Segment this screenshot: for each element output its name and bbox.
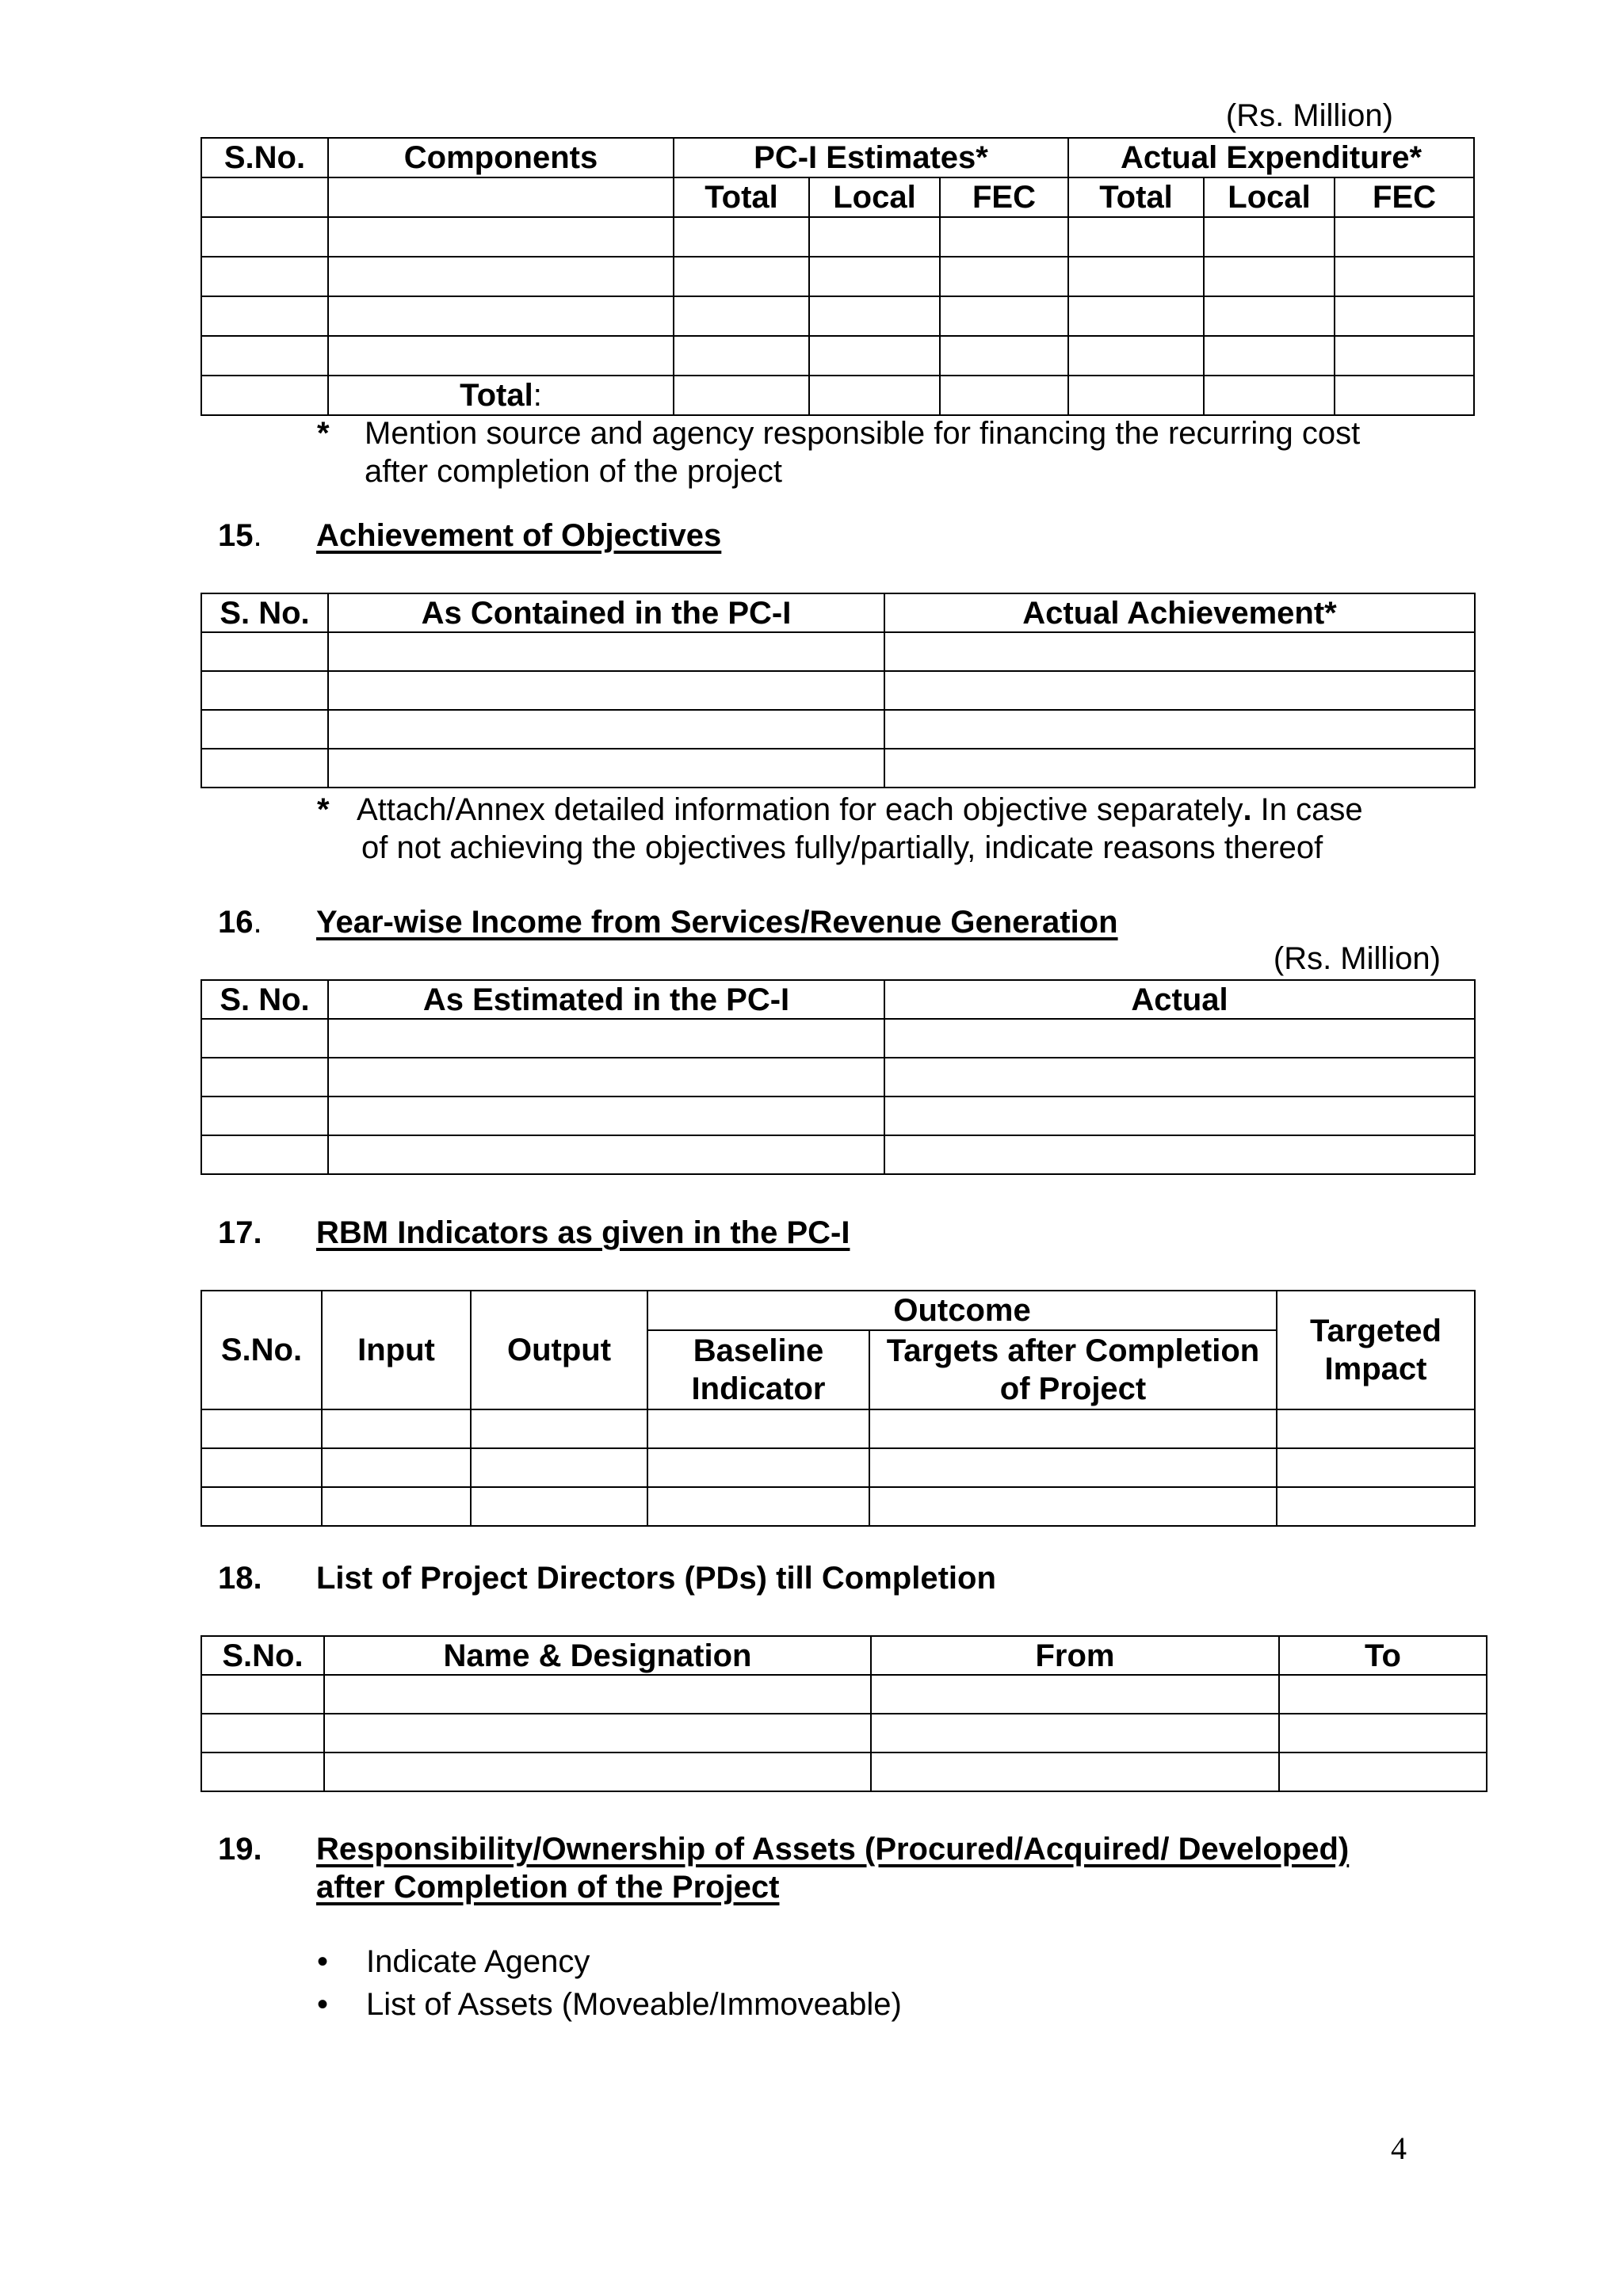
table-row <box>201 1448 1475 1487</box>
header-components: Components <box>328 138 674 177</box>
cost-footnote <box>317 414 1474 494</box>
unit-label: (Rs. Million) <box>1273 941 1441 976</box>
header-pc1-estimates: PC-I Estimates* <box>674 138 1068 177</box>
footnote-line-2: after completion of the project <box>365 454 782 489</box>
section-16-heading <box>218 903 1407 943</box>
header-sno: S. No. <box>201 593 328 632</box>
header-sno: S. No. <box>201 980 328 1019</box>
header-targets-after-completion: Targets after Completion of Project <box>869 1330 1277 1409</box>
table-row <box>201 257 1474 296</box>
list-item-text: List of Assets (Moveable/Immoveable) <box>366 1987 902 2022</box>
page-number: 4 <box>1391 2130 1407 2166</box>
project-directors-table <box>200 1635 1487 1792</box>
section-number: 19. <box>218 1832 262 1867</box>
table-row <box>201 1753 1487 1791</box>
section-number: 18. <box>218 1561 262 1596</box>
header-baseline-indicator: Baseline Indicator <box>647 1330 869 1409</box>
table-row <box>201 710 1475 749</box>
asterisk: * <box>317 416 330 451</box>
total-label: Total: <box>328 376 674 415</box>
section-number: 16. <box>218 905 262 940</box>
header-sno: S.No. <box>201 1291 322 1409</box>
list-item-text: Indicate Agency <box>366 1944 590 1979</box>
list-item <box>317 1943 1268 1982</box>
section-title: Year-wise Income from Services/Revenue Generation <box>316 905 1118 940</box>
header-actual-fec: FEC <box>1335 177 1474 217</box>
header-outcome: Outcome <box>647 1291 1277 1330</box>
section-title-line-2: after Completion of the Project <box>316 1870 780 1905</box>
footnote-line-1: Attach/Annex detailed information for each objective separately. In case <box>357 792 1363 827</box>
header-sno: S.No. <box>201 1636 324 1675</box>
header-pc1-fec: FEC <box>940 177 1068 217</box>
header-actual-total: Total <box>1068 177 1204 217</box>
header-targeted-impact: Targeted Impact <box>1277 1291 1475 1409</box>
table-row <box>201 336 1474 376</box>
cost-table <box>200 137 1475 416</box>
section-17-heading <box>218 1214 1407 1253</box>
header-pc1-total: Total <box>674 177 809 217</box>
section-19-heading <box>218 1830 1486 1909</box>
header-actual-local: Local <box>1204 177 1335 217</box>
total-row <box>201 376 1474 415</box>
section-number: 15. <box>218 518 262 553</box>
table-row <box>201 671 1475 710</box>
section-title: List of Project Directors (PDs) till Completion <box>316 1561 996 1596</box>
objectives-footnote <box>317 791 1474 870</box>
header-actual-expenditure: Actual Expenditure* <box>1068 138 1474 177</box>
header-to: To <box>1279 1636 1487 1675</box>
section-number: 17. <box>218 1215 262 1250</box>
table-row <box>201 632 1475 671</box>
table-row <box>201 1714 1487 1753</box>
table-row <box>201 1097 1475 1135</box>
income-table <box>200 979 1476 1175</box>
section-18-heading <box>218 1559 1407 1599</box>
table-row <box>201 1019 1475 1058</box>
header-as-contained: As Contained in the PC-I <box>328 593 884 632</box>
table-row <box>201 1487 1475 1526</box>
section-title: Achievement of Objectives <box>316 518 722 553</box>
header-pc1-local: Local <box>809 177 940 217</box>
header-input: Input <box>322 1291 471 1409</box>
asterisk: * <box>317 792 330 827</box>
header-sno: S.No. <box>201 138 328 177</box>
header-actual-achievement: Actual Achievement* <box>884 593 1475 632</box>
header-actual: Actual <box>884 980 1475 1019</box>
rbm-indicators-table <box>200 1290 1476 1527</box>
footnote-line-1: Mention source and agency responsible for financing the recurring cost <box>365 416 1361 451</box>
table-row <box>201 1675 1487 1714</box>
section-title: RBM Indicators as given in the PC-I <box>316 1215 850 1250</box>
header-as-estimated: As Estimated in the PC-I <box>328 980 884 1019</box>
header-from: From <box>871 1636 1279 1675</box>
header-cell <box>328 177 674 217</box>
unit-label: (Rs. Million) <box>1225 98 1393 133</box>
objectives-table <box>200 593 1476 788</box>
header-output: Output <box>471 1291 647 1409</box>
section-title-line-1: Responsibility/Ownership of Assets (Procured/Acquired/ Developed) <box>316 1832 1350 1867</box>
table-row <box>201 1409 1475 1448</box>
bullet-icon: • <box>317 1987 329 2022</box>
table-row <box>201 749 1475 788</box>
bullet-icon: • <box>317 1944 329 1979</box>
table-row <box>201 217 1474 257</box>
table-row <box>201 1058 1475 1097</box>
section-15-heading <box>218 517 1407 556</box>
list-item <box>317 1985 1268 2025</box>
table-row <box>201 1135 1475 1174</box>
header-name-designation: Name & Designation <box>324 1636 871 1675</box>
header-cell <box>201 177 328 217</box>
footnote-line-2: of not achieving the objectives fully/partially, indicate reasons thereof <box>361 830 1323 865</box>
table-row <box>201 296 1474 336</box>
